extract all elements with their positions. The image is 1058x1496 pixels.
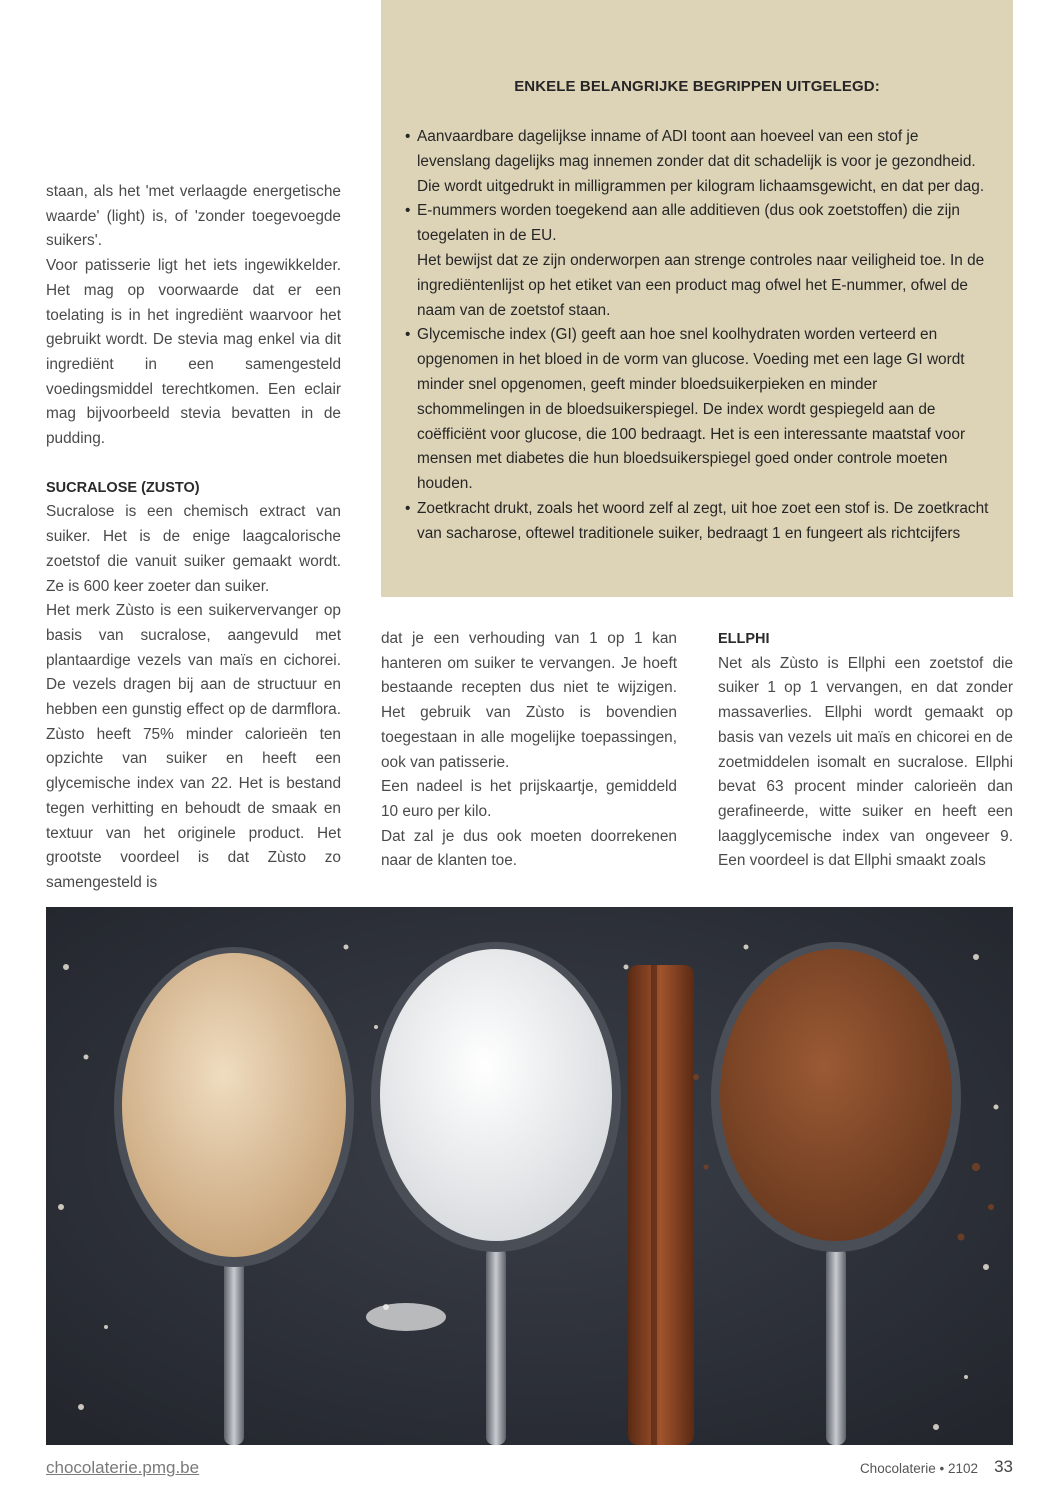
paragraph: staan, als het 'met verlaagde energetische waarde' (light) is, of 'zonder toegevoegde suikers'. — [46, 183, 341, 250]
definitions-list — [405, 125, 989, 547]
text-column-left — [46, 180, 341, 896]
paragraph: Net als Zùsto is Ellphi een zoetstof die suiker 1 op 1 vervangen, en dat zonder massaverlies. Ellphi wordt gemaakt op basis van vezels uit maïs en chicorei en de zoetmiddelen isomalt en sucralose. Ellphi bevat 63 procent minder calorieën dan gerafineerde, witte suiker en heeft een laagglycemische index van ongeveer 9. Een voordeel is dat Ellphi smaakt zoals — [718, 654, 1013, 870]
definition-extra: Het bewijst dat ze zijn onderworpen aan strenge controles naar veiligheid toe. In de ingrediëntenlijst op het etiket van een product mag ofwel het E-nummer, ofwel de naam van de zoetstof staan. — [417, 251, 985, 319]
section-heading-sucralose: SUCRALOSE (ZUSTO) — [46, 479, 200, 496]
definitions-box — [381, 0, 1013, 597]
paragraph: Voor patisserie ligt het iets ingewikkelder. Het mag op voorwaarde dat er een toelating is in het ingrediënt waarvoor het gebruikt wordt. De stevia mag enkel via dit ingrediënt in een samengesteld voedingsmiddel terechtkomen. Een eclair mag bijvoorbeeld stevia bevatten in de pudding. — [46, 257, 341, 448]
text-column-right — [718, 627, 1013, 874]
definition-text: • E-nummers worden toegekend aan alle additieven (dus ook zoetstoffen) die zijn toegelaten in de EU. — [417, 202, 960, 245]
definition-item — [405, 323, 989, 497]
paragraph: Dat zal je dus ook moeten doorrekenen naar de klanten toe. — [381, 827, 677, 870]
page-number: 33 — [994, 1457, 1013, 1476]
definitions-title: ENKELE BELANGRIJKE BEGRIPPEN UITGELEGD: — [514, 78, 880, 95]
website-link[interactable]: chocolaterie.pmg.be — [46, 1458, 200, 1477]
text-column-middle — [381, 627, 677, 874]
paragraph: Sucralose is een chemisch extract van suiker. Het is de enige laagcalorische zoetstof die vanuit suiker gemaakt wordt. Ze is 600 keer zoeter dan suiker. — [46, 503, 341, 595]
definition-text: • Aanvaardbare dagelijkse inname of ADI toont aan hoeveel van een stof je levenslang dagelijks mag innemen zonder dat dit schadelijk is voor je gezondheid. Die wordt uitgedrukt in milligrammen per kilogram lichaamsgewicht, en dat per dag. — [417, 128, 985, 195]
paragraph: dat je een verhouding van 1 op 1 kan hanteren om suiker te vervangen. Je hoeft bestaande recepten dus niet te wijzigen. Het gebruik van Zùsto is bovendien toegestaan in alle mogelijke toepassingen, ook van patisserie. — [381, 630, 677, 771]
sugar-spoons-photo — [46, 907, 1013, 1445]
paragraph: Het merk Zùsto is een suikervervanger op basis van sucralose, aangevuld met plantaardige vezels van maïs en cichorei. De vezels dragen bij aan de structuur en hebben een gunstig effect op de darmflora. Zùsto heeft 75% minder calorieën ten opzichte van suiker en heeft een glycemische index van 22. Het is bestand tegen verhitting en behoudt de smaak en textuur van het originele product. Het grootste voordeel is dat Zùsto zo samengesteld is — [46, 602, 341, 891]
definition-item — [405, 199, 989, 323]
definition-text: • Zoetkracht drukt, zoals het woord zelf al zegt, uit hoe zoet een stof is. De zoetkracht van sacharose, oftewel traditionele suiker, bedraagt 1 en fungeert als richtcijfers — [417, 499, 989, 542]
paragraph: Een nadeel is het prijskaartje, gemiddeld 10 euro per kilo. — [381, 778, 677, 820]
definition-text: • Glycemische index (GI) geeft aan hoe snel koolhydraten worden verteerd en opgenomen in het bloed in de vorm van glucose. Voeding met een lage GI wordt minder snel opgenomen, geeft minder bloedsuikerpieken en minder schommelingen in de bloedsuikerspiegel. De index wordt gespiegeld aan de coëfficiënt voor glucose, die 100 bedraagt. Het is een interessante maatstaf voor mensen met diabetes die hun bloedsuikerspiegel goed onder controle moeten houden. — [417, 326, 966, 493]
definition-item — [405, 125, 989, 199]
section-heading-ellphi: ELLPHI — [718, 631, 770, 647]
definition-item — [405, 497, 989, 547]
sugar-spoons-illustration — [46, 907, 1013, 1445]
magazine-issue-label: Chocolaterie • 2102 — [859, 1461, 978, 1476]
